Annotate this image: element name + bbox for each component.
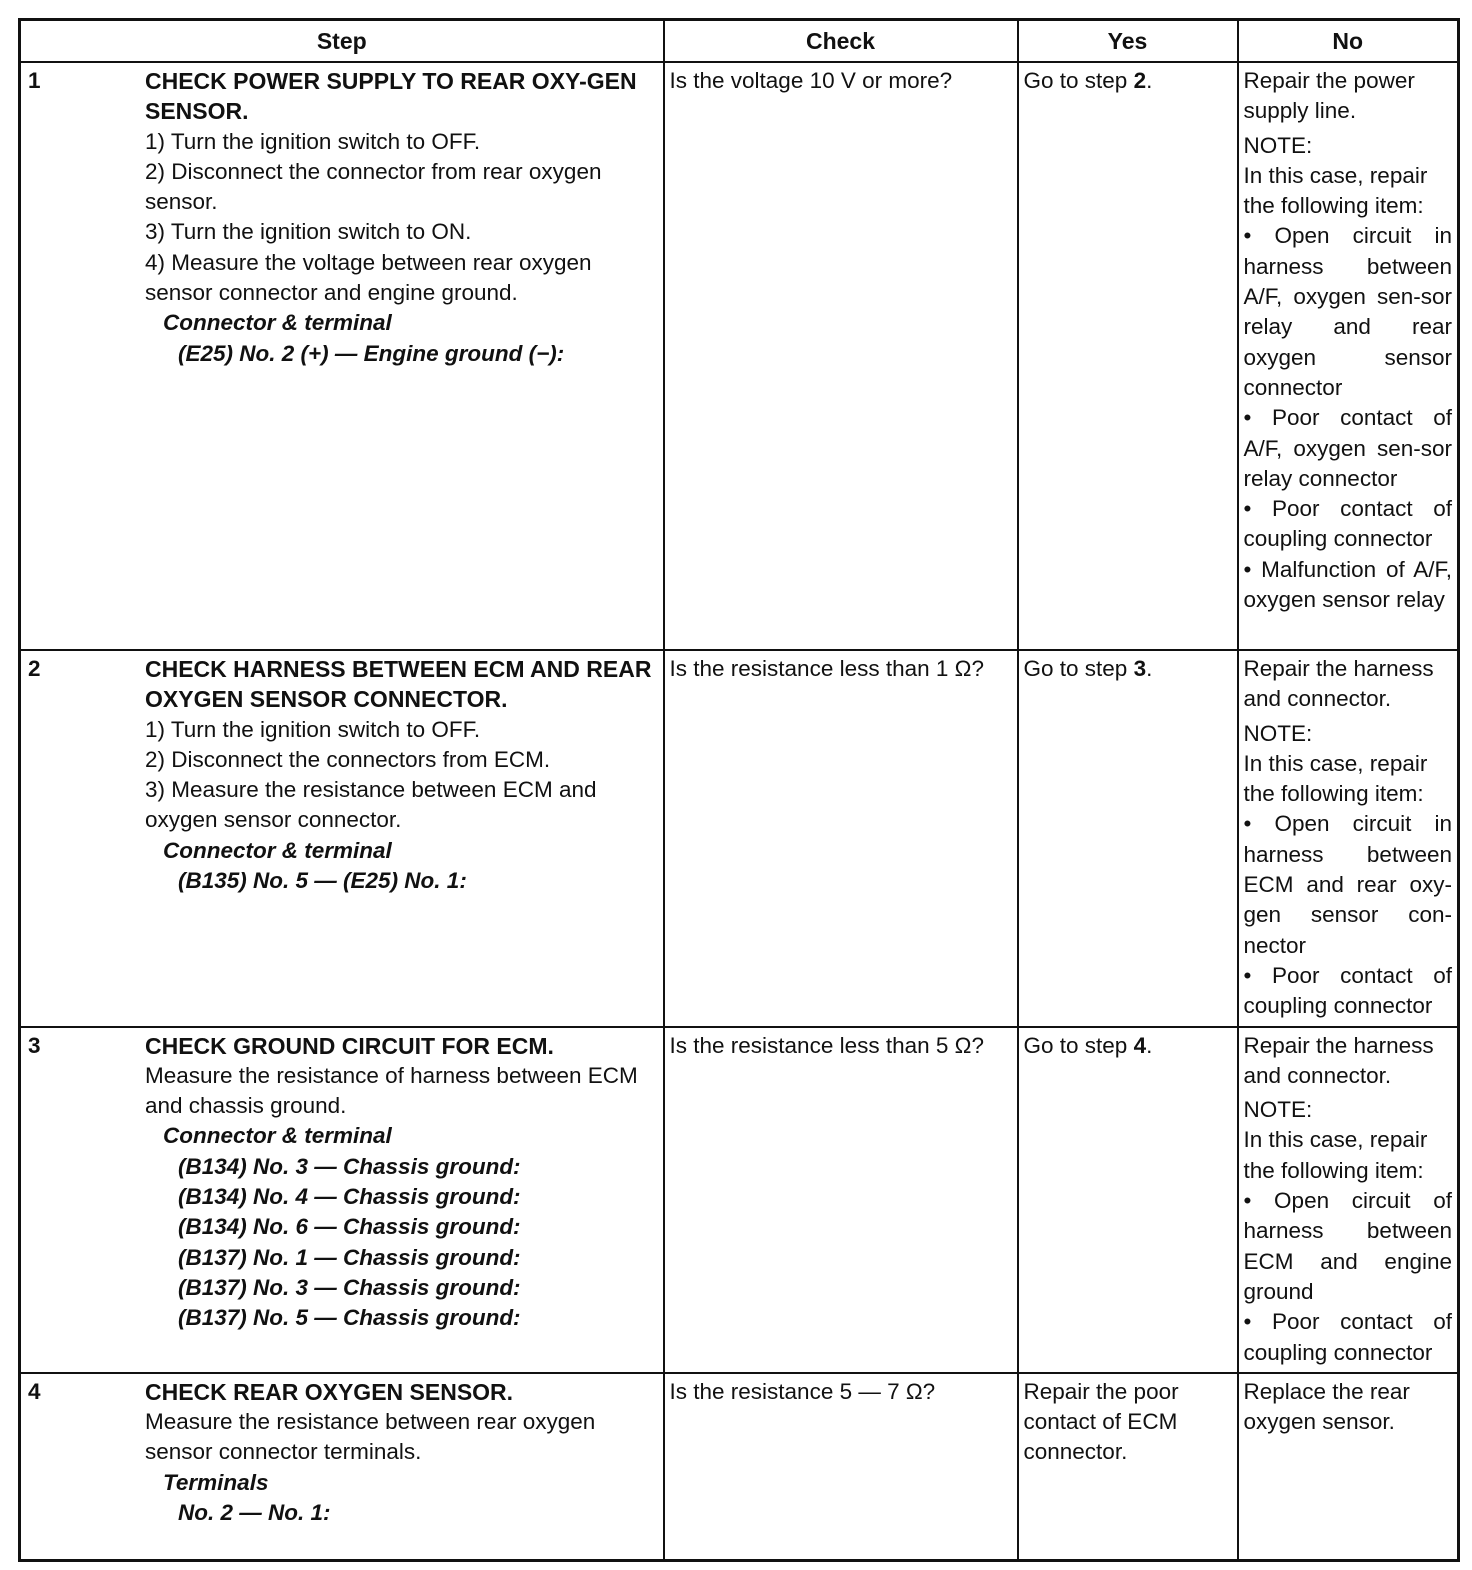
yes-cell [1018,650,1238,1027]
note-item: • Poor contact of coupling connector [1243,1309,1452,1365]
yes-text: Go to step 4. [1023,1032,1153,1058]
table-row [20,62,1459,650]
connector-terminal-label: Connector & terminal [163,310,392,336]
step-cell [20,1027,664,1373]
header-yes: Yes [1018,20,1238,63]
step-instruction: Measure the resistance between rear oxygen sensor connector terminals. [145,1409,596,1465]
header-step: Step [20,20,664,63]
note-item: • Open circuit in harness between ECM and rear oxy-gen sensor con-nector [1243,811,1452,958]
yes-text: Go to step 3. [1023,656,1153,681]
check-text: Is the resistance less than 1 Ω? [669,656,984,681]
step-instruction: 1) Turn the ignition switch to OFF. [145,128,481,154]
connector-terminal-item: (B134) No. 4 — Chassis ground: [178,1184,521,1210]
no-main-text: Repair the power supply line. [1243,68,1415,124]
check-cell [664,1027,1018,1373]
note-text: In this case, repair the following item: [1243,750,1428,807]
step-number: 4 [28,1378,41,1404]
note-item: • Open circuit in harness between A/F, oxygen sen-sor relay and rear oxygen sensor connector [1243,223,1452,400]
check-cell [664,650,1018,1027]
check-cell [664,1373,1018,1561]
note-item: • Poor contact of A/F, oxygen sen-sor relay connector [1243,405,1452,491]
note-item: • Poor contact of coupling connector [1243,962,1452,1019]
table-row [20,1373,1459,1561]
connector-terminal-item: (B135) No. 5 — (E25) No. 1: [178,868,467,894]
connector-terminal-label: Terminals [163,1469,269,1495]
step-number: 2 [28,656,41,681]
step-title: CHECK REAR OXYGEN SENSOR. [145,1378,514,1405]
connector-terminal-item: No. 2 — No. 1: [178,1500,331,1526]
step-instruction: 2) Disconnect the connector from rear oxygen sensor. [145,158,602,215]
check-text: Is the voltage 10 V or more? [669,68,953,93]
diagnostic-table [18,18,1460,1562]
no-main-text: Replace the rear oxygen sensor. [1243,1378,1410,1435]
header-row [20,20,1459,63]
step-title: CHECK GROUND CIRCUIT FOR ECM. [145,1032,554,1059]
no-main-text: Repair the harness and connector. [1243,656,1434,712]
note-label: NOTE: [1243,720,1313,746]
connector-terminal-item: (E25) No. 2 (+) — Engine ground (−): [178,340,565,366]
note-text: In this case, repair the following item: [1243,162,1428,219]
note-label: NOTE: [1243,1097,1313,1123]
connector-terminal-item: (B134) No. 3 — Chassis ground: [178,1153,521,1179]
connector-terminal-item: (B137) No. 3 — Chassis ground: [178,1274,521,1300]
check-text: Is the resistance less than 5 Ω? [669,1032,984,1058]
step-instruction: 4) Measure the voltage between rear oxygen sensor connector and engine ground. [145,249,592,306]
note-text: In this case, repair the following item: [1243,1127,1428,1183]
table-body [20,62,1459,1561]
yes-cell [1018,1373,1238,1561]
check-cell [664,62,1018,650]
table-row [20,1027,1459,1373]
connector-terminal-item: (B137) No. 5 — Chassis ground: [178,1305,521,1331]
yes-text: Go to step 2. [1023,68,1153,93]
step-cell [20,1373,664,1561]
step-cell [20,650,664,1027]
step-instruction: 3) Turn the ignition switch to ON. [145,219,472,245]
note-item: • Malfunction of A/F, oxygen sensor relay [1243,556,1452,613]
step-instruction: Measure the resistance of harness between ECM and chassis ground. [145,1062,638,1119]
step-instruction: 1) Turn the ignition switch to OFF. [145,716,481,742]
no-cell [1238,1373,1459,1561]
step-cell [20,62,664,650]
step-title: CHECK HARNESS BETWEEN ECM AND REAR OXYGEN SENSOR CONNECTOR. [145,656,652,713]
step-title: CHECK POWER SUPPLY TO REAR OXY-GEN SENSOR. [145,68,637,125]
header-no: No [1238,20,1459,63]
no-main-text: Repair the harness and connector. [1243,1032,1434,1088]
step-number: 3 [28,1032,41,1058]
connector-terminal-label: Connector & terminal [163,1123,392,1149]
note-item: • Open circuit of harness between ECM and engine ground [1243,1188,1452,1304]
step-instruction: 2) Disconnect the connectors from ECM. [145,746,551,772]
no-cell [1238,62,1459,650]
connector-terminal-item: (B134) No. 6 — Chassis ground: [178,1214,521,1240]
note-item: • Poor contact of coupling connector [1243,496,1452,552]
no-cell [1238,650,1459,1027]
yes-cell [1018,62,1238,650]
no-cell [1238,1027,1459,1373]
note-label: NOTE: [1243,132,1313,158]
connector-terminal-label: Connector & terminal [163,837,392,863]
table-row [20,650,1459,1027]
step-number: 1 [28,68,41,93]
connector-terminal-item: (B137) No. 1 — Chassis ground: [178,1244,521,1270]
check-text: Is the resistance 5 — 7 Ω? [669,1378,936,1404]
yes-cell [1018,1027,1238,1373]
header-check: Check [664,20,1018,63]
step-instruction: 3) Measure the resistance between ECM and oxygen sensor connector. [145,777,597,833]
yes-text: Repair the poor contact of ECM connector. [1023,1378,1179,1465]
